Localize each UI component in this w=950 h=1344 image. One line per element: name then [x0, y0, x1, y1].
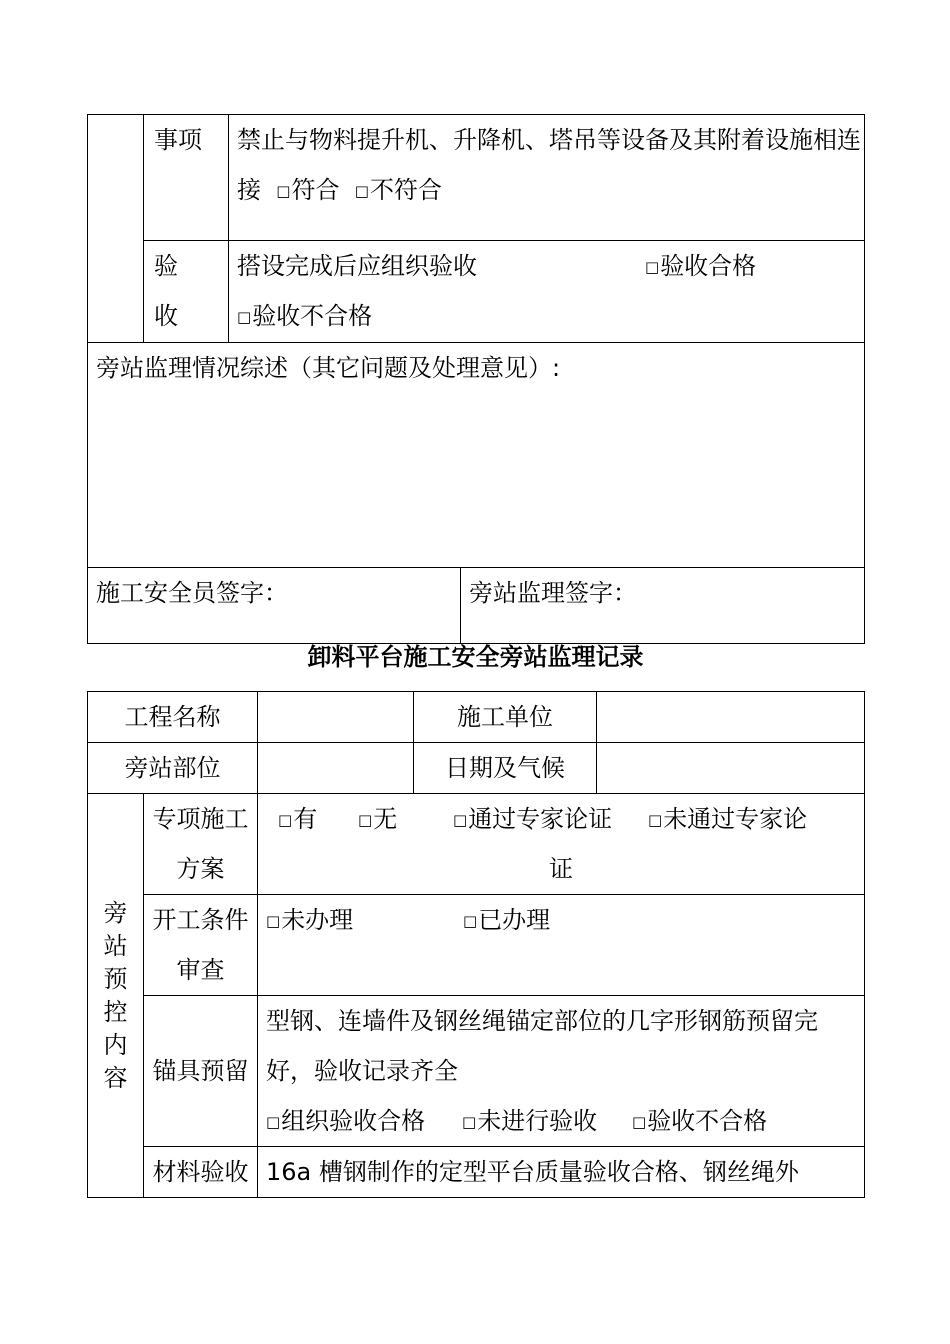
- checkbox-icon: □: [462, 1113, 477, 1131]
- plan-option-no[interactable]: □无: [358, 805, 398, 833]
- project-name-label: 工程名称: [88, 692, 258, 743]
- checkbox-icon: □: [278, 811, 293, 829]
- checkbox-icon: □: [358, 811, 373, 829]
- anchor-option-not-inspected[interactable]: □未进行验收: [462, 1107, 598, 1135]
- construction-unit-label: 施工单位: [414, 692, 597, 743]
- accept-text: 搭设完成后应组织验收: [237, 252, 477, 280]
- accept-option-pass[interactable]: □验收合格: [645, 252, 757, 280]
- construction-unit-value[interactable]: [597, 692, 865, 743]
- checkbox-icon: □: [645, 258, 660, 276]
- project-name-value[interactable]: [258, 692, 414, 743]
- checkbox-icon: □: [354, 182, 369, 200]
- date-weather-value[interactable]: [597, 743, 865, 794]
- accept-option-fail[interactable]: □验收不合格: [237, 302, 373, 330]
- item-text: 禁止与物料提升机、升降机、塔吊等设备及其附着设施相连接: [237, 126, 861, 204]
- anchor-option-pass[interactable]: □组织验收合格: [266, 1107, 426, 1135]
- section-label-vertical: 旁 站 预 控 内 容: [88, 794, 144, 1198]
- empty-cell: [88, 115, 144, 343]
- anchor-reserve-content: [258, 996, 865, 1147]
- item-option-comply[interactable]: □符合: [276, 176, 340, 204]
- start-option-done[interactable]: □已办理: [463, 906, 551, 934]
- safety-officer-signature: 施工安全员签字：: [88, 568, 461, 643]
- summary-section: 旁站监理情况综述（其它问题及处理意见）:: [88, 343, 865, 568]
- checkbox-icon: □: [266, 1113, 281, 1131]
- item-label: 事项: [144, 115, 229, 241]
- site-value[interactable]: [258, 743, 414, 794]
- material-inspection-text: 16a 槽钢制作的定型平台质量验收合格、钢丝绳外: [258, 1147, 865, 1198]
- checkbox-icon: □: [453, 811, 468, 829]
- signature-row: [88, 568, 865, 644]
- anchor-reserve-label: 锚具预留: [144, 996, 258, 1147]
- plan-option-yes[interactable]: □有: [278, 805, 318, 833]
- supervisor-signature: 旁站监理签字：: [469, 579, 637, 607]
- checkbox-icon: □: [266, 912, 281, 930]
- plan-option-continued: 证: [549, 855, 573, 883]
- plan-option-expert-approved[interactable]: □通过专家论证: [453, 805, 613, 833]
- accept-label: 验 收: [144, 241, 229, 343]
- special-plan-label: 专项施工 方案: [144, 794, 258, 895]
- checkbox-icon: □: [237, 308, 252, 326]
- checkbox-icon: □: [276, 182, 291, 200]
- date-weather-label: 日期及气候: [414, 743, 597, 794]
- special-plan-options: [258, 794, 865, 895]
- anchor-reserve-text: 型钢、连墙件及钢丝绳锚定部位的几字形钢筋预留完好，验收记录齐全: [266, 1007, 818, 1085]
- material-inspection-label: 材料验收: [144, 1147, 258, 1198]
- checkbox-icon: □: [632, 1113, 647, 1131]
- start-conditions-options: [258, 895, 865, 996]
- anchor-option-fail[interactable]: □验收不合格: [632, 1107, 768, 1135]
- site-label: 旁站部位: [88, 743, 258, 794]
- checkbox-icon: □: [463, 912, 478, 930]
- page-title: 卸料平台施工安全旁站监理记录: [307, 643, 644, 671]
- start-option-not-done[interactable]: □未办理: [266, 906, 354, 934]
- start-conditions-label: 开工条件 审查: [144, 895, 258, 996]
- item-content: [229, 115, 865, 241]
- plan-option-expert-not-approved[interactable]: □未通过专家论: [648, 805, 808, 833]
- item-option-noncomply[interactable]: □不符合: [354, 176, 442, 204]
- checkbox-icon: □: [648, 811, 663, 829]
- supervision-record-table: [87, 691, 865, 1198]
- top-record-table: [87, 114, 865, 644]
- accept-content: [229, 241, 865, 343]
